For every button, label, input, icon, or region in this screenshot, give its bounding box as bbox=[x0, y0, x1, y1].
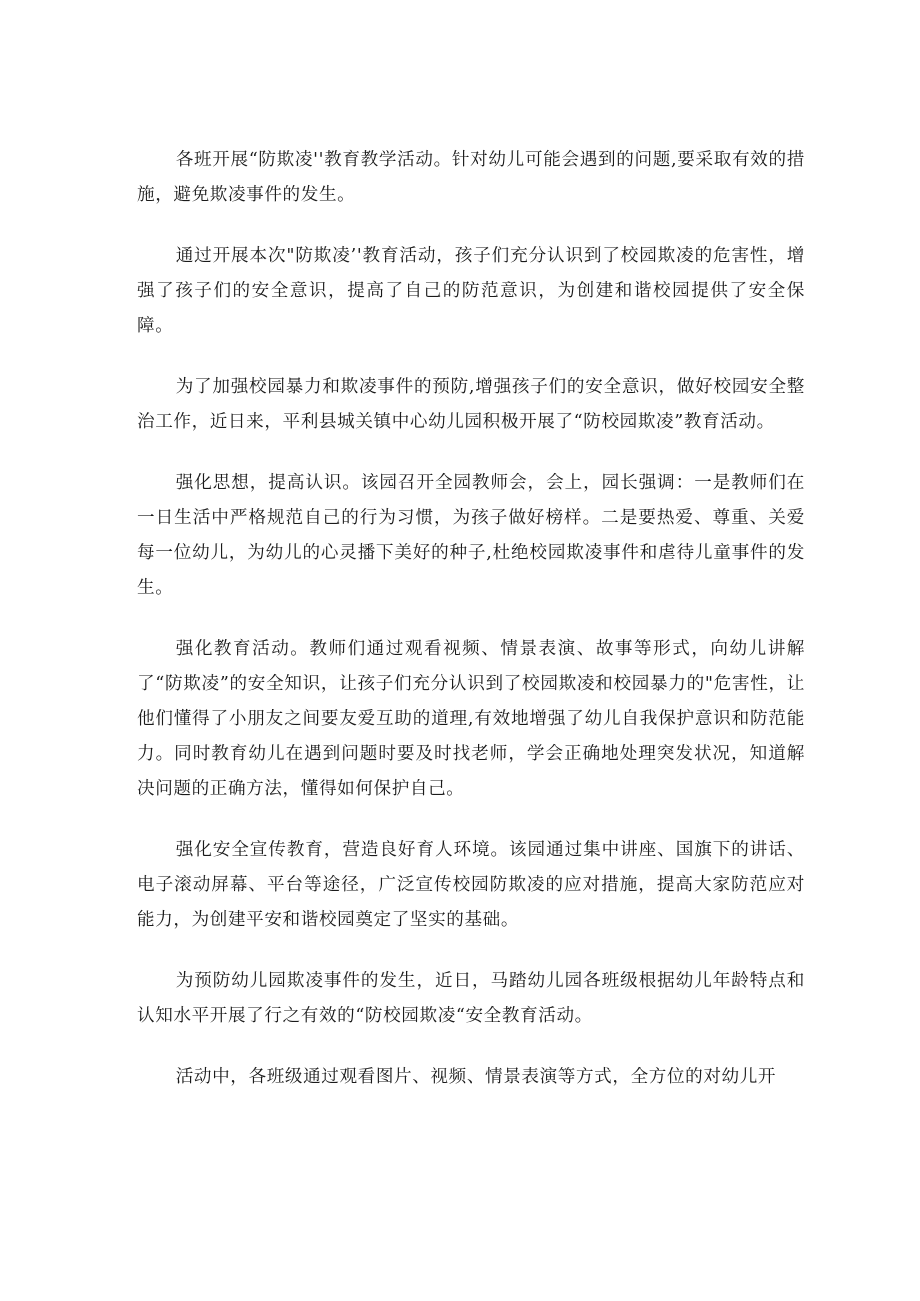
paragraph-1: 各班开展“防欺凌''教育教学活动。针对幼儿可能会遇到的问题,要采取有效的措施，避免欺凌事件的发生。 bbox=[137, 150, 805, 205]
paragraph-8: 活动中，各班级通过观看图片、视频、情景表演等方式，全方位的对幼儿开 bbox=[175, 1067, 777, 1087]
paragraph-5: 强化教育活动。教师们通过观看视频、情景表演、故事等形式，向幼儿讲解了“防欺凌”的安全知识，让孩子们充分认识到了校园欺凌和校园暴力的"危害性，让他们懂得了小朋友之间要友爱互助的道理,有效地增强了幼儿自我保护意识和防范能力。同时教育幼儿在遇到问题时要及时找老师，学会正确地处理突发状况，知道解决问题的正确方法，懂得如何保护自己。 bbox=[137, 639, 805, 799]
document-body bbox=[137, 143, 805, 1095]
paragraph-4: 强化思想，提高认识。该园召开全园教师会，会上，园长强调：一是教师们在一日生活中严格规范自己的行为习惯，为孩子做好榜样。二是要热爱、尊重、关爱每一位幼儿，为幼儿的心灵播下美好的种子,杜绝校园欺凌事件和虐待儿童事件的发生。 bbox=[137, 473, 805, 598]
paragraph-2: 通过开展本次"防欺凌’'教育活动，孩子们充分认识到了校园欺凌的危害性，增强了孩子们的安全意识，提高了自己的防范意识，为创建和谐校园提供了安全保障。 bbox=[137, 246, 805, 336]
paragraph-3: 为了加强校园暴力和欺凌事件的预防,增强孩子们的安全意识，做好校园安全整治工作，近日来，平利县城关镇中心幼儿园积极开展了“防校园欺凌”教育活动。 bbox=[137, 377, 805, 432]
paragraph-7: 为预防幼儿园欺凌事件的发生，近日，马踏幼儿园各班级根据幼儿年龄特点和认知水平开展了行之有效的“防校园欺凌“安全教育活动。 bbox=[137, 971, 805, 1026]
paragraph-6: 强化安全宣传教育，营造良好育人环境。该园通过集中讲座、国旗下的讲话、电子滚动屏幕、平台等途径，广泛宣传校园防欺凌的应对措施，提高大家防范应对能力，为创建平安和谐校园奠定了坚实的基础。 bbox=[137, 840, 805, 930]
